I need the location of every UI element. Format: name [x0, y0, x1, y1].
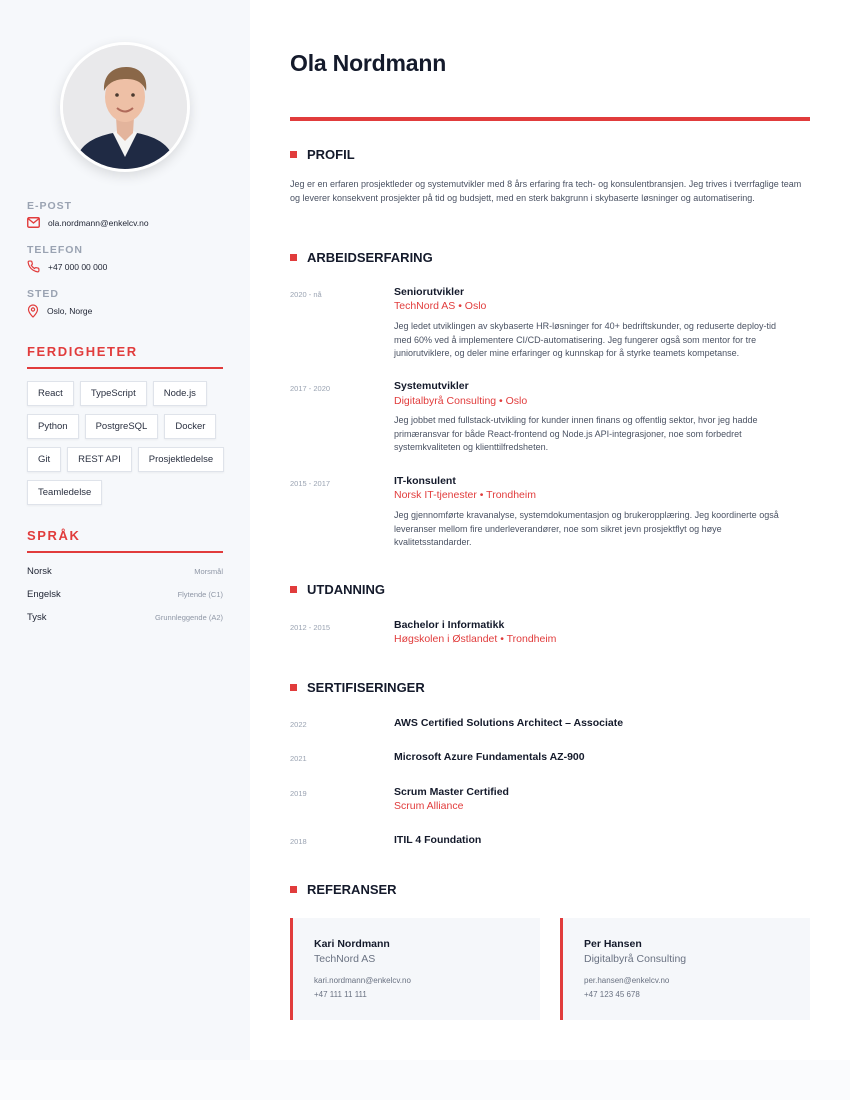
job-description: Jeg ledet utviklingen av skybaserte HR-løsninger for 40+ bedriftskunder, og reduserte deploy-tid med 60% ved å implementere CI/CD-automatisering. Jeg fungerer også som mentor for tre juniorutviklere, og deler mine erfaringer og kunnskap for å styrke teamets kompetanse.	[394, 321, 776, 358]
certification-title: Scrum Master Certified	[394, 786, 509, 798]
experience-heading-text: ARBEIDSERFARING	[307, 250, 433, 265]
email-row	[27, 217, 149, 228]
phone-label: TELEFON	[27, 244, 83, 256]
references-heading-text: REFERANSER	[307, 882, 397, 897]
reference-card	[560, 918, 810, 1020]
location-row	[27, 304, 92, 318]
certification-title: ITIL 4 Foundation	[394, 834, 482, 846]
section-bullet-icon	[290, 151, 297, 158]
reference-phone[interactable]: +47 111 11 111	[314, 990, 367, 999]
job-title: Systemutvikler	[394, 380, 469, 392]
reference-company: Digitalbyrå Consulting	[584, 953, 687, 965]
section-bullet-icon	[290, 684, 297, 691]
profile-photo-frame	[60, 42, 190, 172]
job-dates: 2015 - 2017	[290, 479, 331, 488]
candidate-name: Ola Nordmann	[290, 50, 447, 76]
reference-phone[interactable]: +47 123 45 678	[584, 990, 640, 999]
skill-tag: React	[27, 381, 74, 406]
profile-heading-text: PROFIL	[307, 147, 355, 162]
phone-row	[27, 260, 107, 273]
skill-tag: Teamledelse	[27, 480, 102, 505]
language-name: Tysk	[27, 612, 47, 623]
certification-year: 2022	[290, 720, 307, 729]
education-dates: 2012 - 2015	[290, 623, 331, 632]
certification-year: 2018	[290, 837, 307, 846]
references-heading	[290, 882, 397, 897]
language-row	[27, 589, 223, 600]
language-level: Grunnleggende (A2)	[155, 613, 223, 622]
job-company: TechNord AS • Oslo	[394, 300, 487, 312]
job-description: Jeg jobbet med fullstack-utvikling for kunder innen finans og offentlig sektor, hvor jeg hadde primæransvar for både React-frontend og Node.js API-integrasjoner, noe som forbedret systemkvaliteten og klienttilfredsheten.	[394, 415, 758, 452]
section-bullet-icon	[290, 254, 297, 261]
profile-photo	[63, 45, 187, 169]
reference-company: TechNord AS	[314, 953, 376, 965]
reference-card	[290, 918, 540, 1020]
education-school: Høgskolen i Østlandet • Trondheim	[394, 633, 557, 645]
language-level: Morsmål	[194, 567, 223, 576]
name-divider	[290, 117, 810, 121]
language-row	[27, 566, 223, 577]
job-dates: 2017 - 2020	[290, 384, 331, 393]
skills-heading: FERDIGHETER	[27, 344, 223, 369]
reference-email[interactable]: kari.nordmann@enkelcv.no	[314, 976, 411, 985]
phone-value[interactable]: +47 000 00 000	[48, 261, 108, 272]
mail-icon	[27, 217, 40, 228]
skill-tag: PostgreSQL	[85, 414, 159, 439]
job-title: Seniorutvikler	[394, 286, 465, 298]
skill-tag: Docker	[164, 414, 216, 439]
certification-title: Microsoft Azure Fundamentals AZ-900	[394, 751, 585, 763]
job-company: Digitalbyrå Consulting • Oslo	[394, 395, 528, 407]
skills-list	[27, 381, 227, 505]
languages-heading: SPRÅK	[27, 528, 223, 553]
map-pin-icon	[27, 304, 39, 318]
email-value[interactable]: ola.nordmann@enkelcv.no	[48, 217, 149, 228]
skill-tag: Python	[27, 414, 79, 439]
email-label: E-POST	[27, 200, 73, 212]
education-heading-text: UTDANNING	[307, 582, 385, 597]
job-company: Norsk IT-tjenester • Trondheim	[394, 489, 536, 501]
experience-heading	[290, 250, 433, 265]
certification-year: 2021	[290, 754, 307, 763]
certification-title: AWS Certified Solutions Architect – Associate	[394, 717, 624, 729]
reference-email[interactable]: per.hansen@enkelcv.no	[584, 976, 670, 985]
language-name: Norsk	[27, 566, 52, 577]
profile-heading	[290, 147, 355, 162]
phone-icon	[27, 260, 40, 273]
job-description: Jeg gjennomførte kravanalyse, systemdokumentasjon og brukeropplæring. Jeg koordinerte også leveranser mellom fire underleverandører, noe som sikret jevn prosjektflyt og høye kvalitetsstandarder.	[394, 510, 779, 547]
reference-name: Per Hansen	[584, 938, 642, 950]
education-heading	[290, 582, 385, 597]
job-title: IT-konsulent	[394, 475, 456, 487]
location-value: Oslo, Norge	[47, 306, 93, 316]
person-portrait-icon	[63, 45, 187, 169]
section-bullet-icon	[290, 886, 297, 893]
language-name: Engelsk	[27, 589, 61, 600]
skill-tag: REST API	[67, 447, 132, 472]
language-level: Flytende (C1)	[177, 590, 223, 599]
certifications-heading	[290, 680, 425, 695]
sidebar	[0, 0, 250, 1060]
skill-tag: Git	[27, 447, 61, 472]
skill-tag: TypeScript	[80, 381, 147, 406]
job-dates: 2020 - nå	[290, 290, 322, 299]
language-row	[27, 612, 223, 623]
skill-tag: Node.js	[153, 381, 207, 406]
location-label: STED	[27, 288, 60, 300]
skill-tag: Prosjektledelse	[138, 447, 224, 472]
certifications-heading-text: SERTIFISERINGER	[307, 680, 425, 695]
certification-year: 2019	[290, 789, 307, 798]
page-footer-band	[0, 1060, 850, 1100]
reference-name: Kari Nordmann	[314, 938, 390, 950]
certification-issuer: Scrum Alliance	[394, 800, 464, 812]
section-bullet-icon	[290, 586, 297, 593]
education-title: Bachelor i Informatikk	[394, 619, 505, 631]
profile-summary: Jeg er en erfaren prosjektleder og systemutvikler med 8 års erfaring fra tech- og konsulentbransjen. Jeg trives i tverrfaglige team og leverer konsekvent prosjekter på tid og budsjett, med en sterk bakgrunn i skybaserte løsninger og automatisering.	[290, 179, 802, 203]
